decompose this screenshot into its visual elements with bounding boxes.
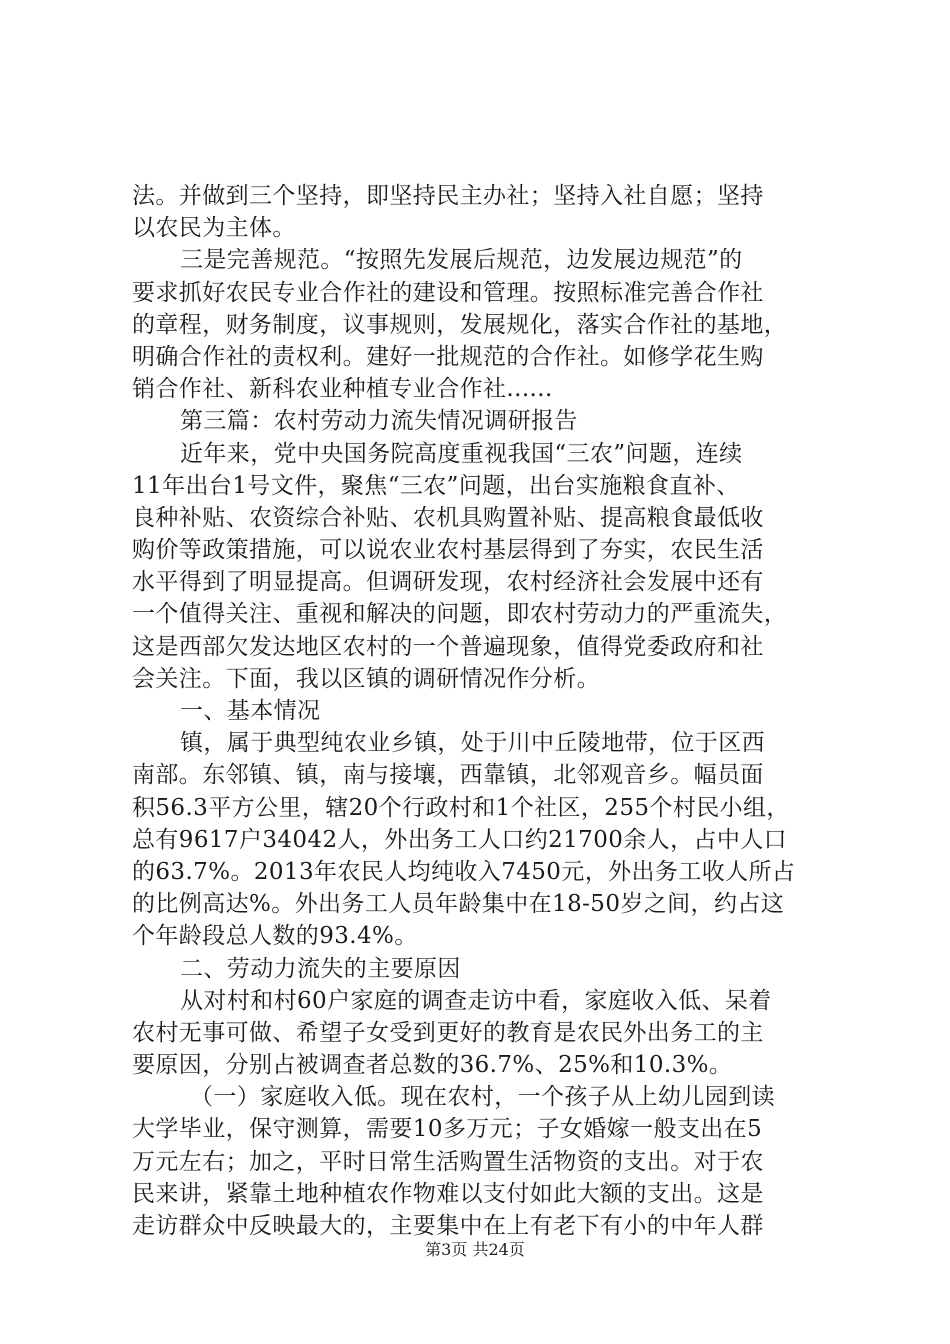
text-line: 的63.7%。2013年农民人均纯收入7450元，外出务工收人所占 (132, 858, 796, 885)
text-line: 总有9617户34042人，外出务工人口约21700余人，占中人口 (132, 826, 788, 853)
section-heading: 第三篇：农村劳动力流失情况调研报告 (180, 408, 578, 435)
text-line: 大学毕业，保守测算，需要10多万元；子女婚嫁一般支出在5 (132, 1116, 763, 1143)
text-line: 个年龄段总人数的93.4%。 (132, 923, 418, 950)
text-line: 购价等政策措施，可以说农业农村基层得到了夯实，农民生活 (132, 537, 764, 564)
text-line: 以农民为主体。 (132, 215, 296, 242)
text-line: 良种补贴、农资综合补贴、农机具购置补贴、提高粮食最低收 (132, 504, 764, 531)
body-text (132, 180, 836, 1242)
text-line: 11年出台1号文件，聚焦“三农”问题，出台实施粮食直补、 (132, 472, 740, 499)
text-line: 明确合作社的责权利。建好一批规范的合作社。如修学花生购 (132, 343, 764, 370)
page-footer: 第3页 共24页 (425, 1240, 525, 1259)
text-line: 三是完善规范。“按照先发展后规范，边发展边规范”的 (180, 247, 743, 274)
text-line: 销合作社、新科农业种植专业合作社...... (132, 376, 553, 403)
text-line: 水平得到了明显提高。但调研发现，农村经济社会发展中还有 (132, 569, 764, 596)
text-line: （一）家庭收入低。现在农村，一个孩子从上幼儿园到读 (190, 1084, 775, 1111)
text-line: 要原因，分别占被调查者总数的36.7%、25%和10.3%。 (132, 1052, 733, 1079)
text-line: 法。并做到三个坚持，即坚持民主办社；坚持入社自愿；坚持 (132, 183, 764, 209)
section-heading: 二、劳动力流失的主要原因 (180, 955, 461, 982)
text-line: 的比例高达%。外出务工人员年龄集中在18-50岁之间，约占这 (132, 891, 785, 918)
text-line: 走访群众中反映最大的，主要集中在上有老下有小的中年人群 (132, 1213, 764, 1239)
text-line: 一个值得关注、重视和解决的问题，即农村劳动力的严重流失， (132, 601, 788, 628)
text-line: 积56.3平方公里，辖20个行政村和1个社区，255个村民小组， (132, 794, 790, 821)
text-line: 要求抓好农民专业合作社的建设和管理。按照标准完善合作社 (132, 279, 764, 306)
text-line: 民来讲，紧靠土地种植农作物难以支付如此大额的支出。这是 (132, 1180, 764, 1207)
text-line: 农村无事可做、希望子女受到更好的教育是农民外出务工的主 (132, 1019, 764, 1046)
text-line: 的章程，财务制度，议事规则，发展规化，落实合作社的基地， (132, 311, 788, 338)
text-line: 南部。东邻镇、镇，南与接壤，西靠镇，北邻观音乡。幅员面 (132, 762, 764, 789)
text-line: 会关注。下面，我以区镇的调研情况作分析。 (132, 665, 600, 692)
section-heading: 一、基本情况 (180, 698, 321, 724)
text-line: 镇，属于典型纯农业乡镇，处于川中丘陵地带，位于区西 (180, 730, 765, 757)
text-line: 近年来，党中央国务院高度重视我国“三农”问题，连续 (180, 440, 743, 467)
text-line: 这是西部欠发达地区农村的一个普遍现象，值得党委政府和社 (132, 633, 764, 660)
text-line: 从对村和村60户家庭的调查走访中看，家庭收入低、呆着 (180, 987, 772, 1014)
text-line: 万元左右；加之，平时日常生活购置生活物资的支出。对于农 (132, 1148, 764, 1175)
